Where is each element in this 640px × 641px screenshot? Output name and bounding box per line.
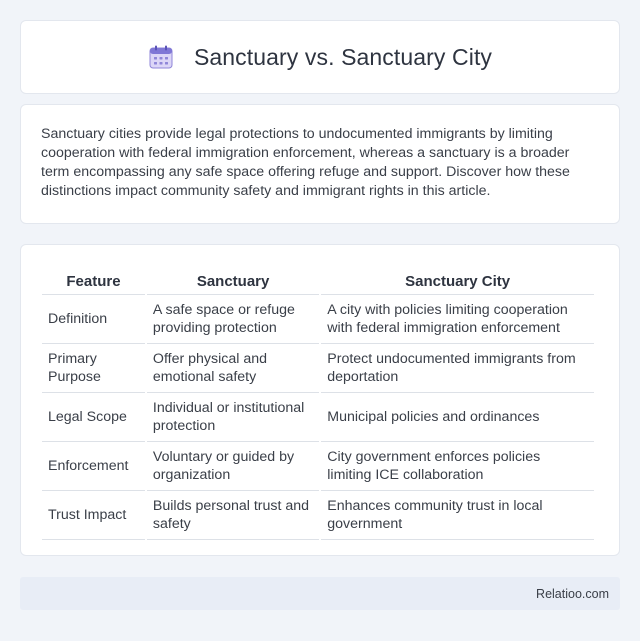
footer [20, 577, 620, 610]
intro-card [20, 104, 620, 224]
row-feature-cell: Legal Scope [42, 393, 145, 442]
row-sanctuary-cell: Offer physical and emotional safety [147, 344, 319, 393]
header-feature: Feature [42, 263, 145, 295]
table-row [42, 295, 594, 344]
row-feature-cell: Definition [42, 295, 145, 344]
row-sanctuary-cell: Builds personal trust and safety [147, 491, 319, 540]
table-row [42, 393, 594, 442]
intro-text: Sanctuary cities provide legal protections to undocumented immigrants by limiting cooperation with federal immigration enforcement, whereas a sanctuary is a broader term encompassing any safe space offering refuge and support. Discover how these distinctions impact community safety and immigrant rights in this article. [41, 126, 570, 199]
row-sanctuary-city-cell: Municipal policies and ordinances [321, 393, 594, 442]
table-row [42, 344, 594, 393]
table-row [42, 491, 594, 540]
comparison-table [40, 263, 596, 540]
row-sanctuary-city-cell: Enhances community trust in local government [321, 491, 594, 540]
footer-site-link[interactable]: Relatioo.com [536, 586, 609, 601]
row-sanctuary-city-cell: A city with policies limiting cooperation with federal immigration enforcement [321, 295, 594, 344]
row-sanctuary-cell: A safe space or refuge providing protection [147, 295, 319, 344]
row-feature-cell: Primary Purpose [42, 344, 145, 393]
title-card [20, 20, 620, 94]
row-sanctuary-cell: Individual or institutional protection [147, 393, 319, 442]
page-title: Sanctuary vs. Sanctuary City [193, 43, 493, 70]
row-sanctuary-cell: Voluntary or guided by organization [147, 442, 319, 491]
header-sanctuary-city: Sanctuary City [321, 263, 594, 295]
row-sanctuary-city-cell: City government enforces policies limiting ICE collaboration [321, 442, 594, 491]
table-header-row [42, 263, 594, 295]
row-sanctuary-city-cell: Protect undocumented immigrants from deportation [321, 344, 594, 393]
row-feature-cell: Enforcement [42, 442, 145, 491]
table-row [42, 442, 594, 491]
table-card [20, 244, 620, 556]
row-feature-cell: Trust Impact [42, 491, 145, 540]
calendar-icon [148, 44, 174, 70]
header-sanctuary: Sanctuary [147, 263, 319, 295]
